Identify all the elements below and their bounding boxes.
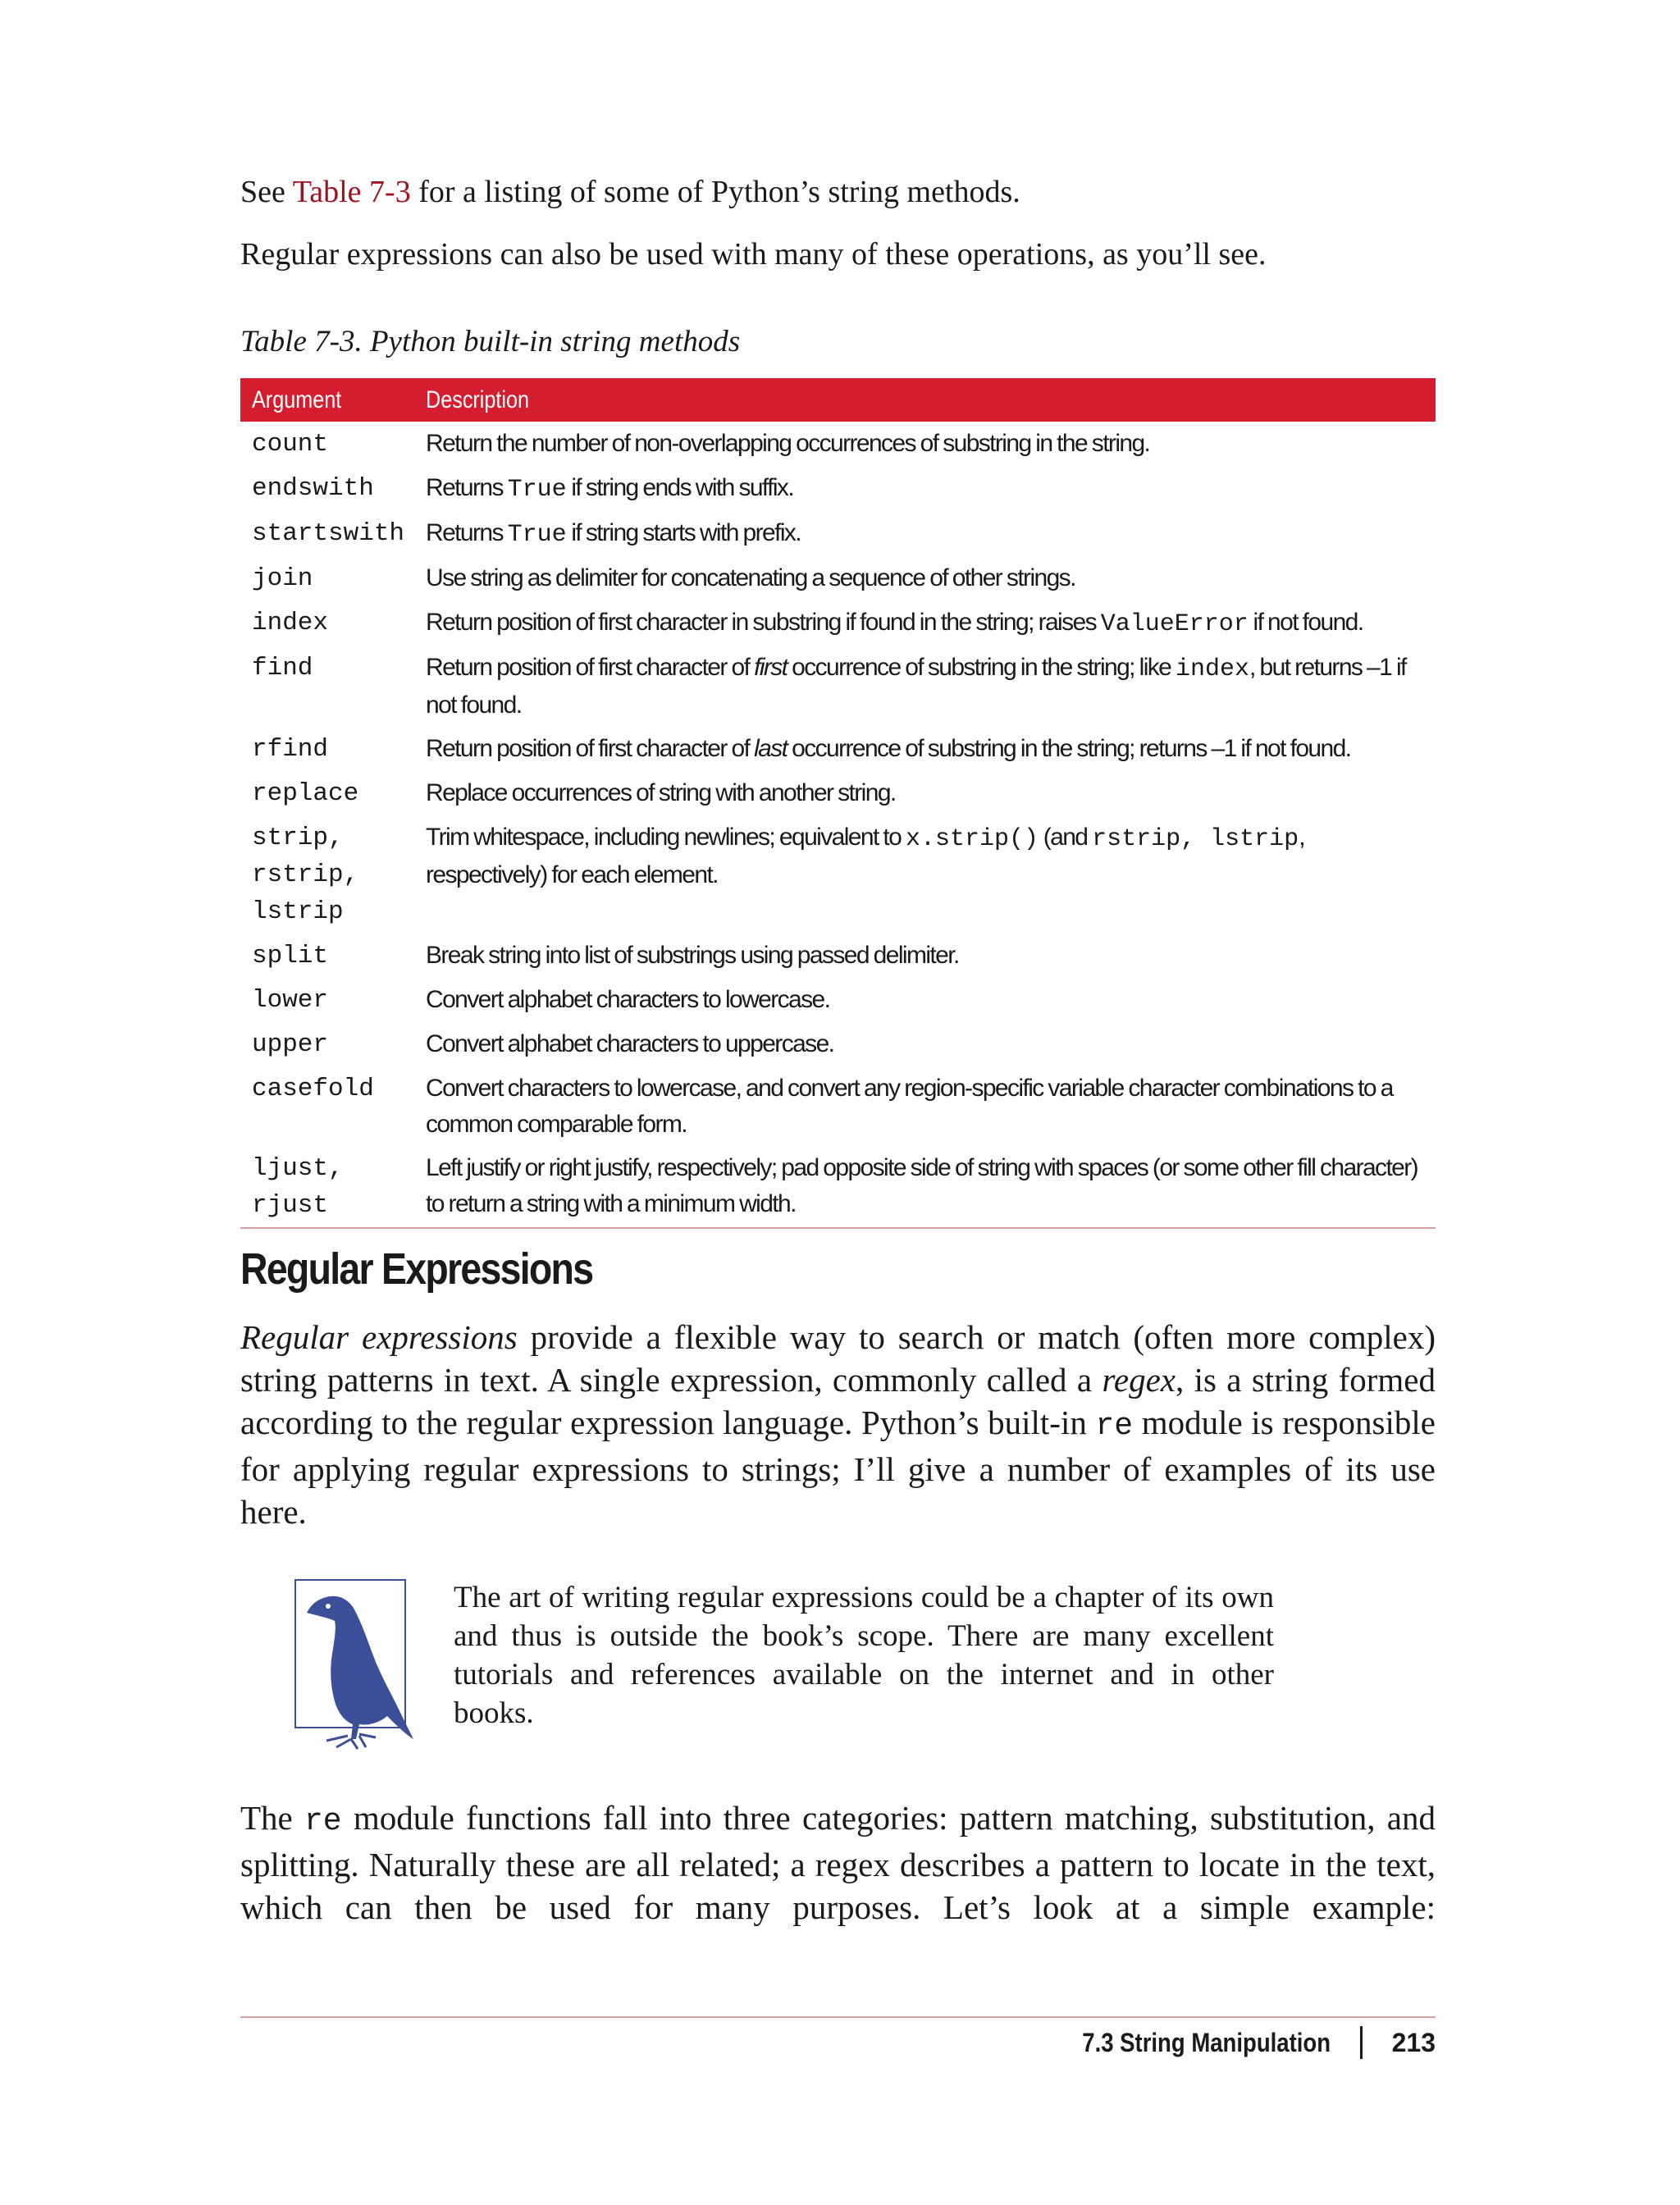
arg-cell: replace [252, 779, 359, 808]
desc-cell: Trim whitespace, including newlines; equivalent to x.strip() (and rstrip, lstrip, respectively) for each element. [426, 824, 1304, 888]
table-header-row [240, 378, 1436, 422]
desc-cell: Return position of first character in substring if found in the string; raises ValueError if not found. [426, 609, 1363, 638]
intro-line-2: Regular expressions can also be used with many of these operations, as you’ll see. [240, 237, 1267, 272]
footer-separator [1360, 2026, 1363, 2059]
arg-cell: find [252, 654, 313, 682]
desc-cell: Use string as delimiter for concatenating a sequence of other strings. [426, 564, 1075, 591]
arg-cell: join [252, 564, 313, 593]
desc-cell: Returns True if string ends with suffix. [426, 474, 794, 504]
arg-cell: split [252, 942, 329, 970]
arg-cell: strip, rstrip, lstrip [252, 824, 359, 926]
arg-cell: startswith [252, 519, 405, 548]
table-row [240, 1022, 1436, 1066]
table-row [240, 1146, 1436, 1228]
table-row [240, 934, 1436, 978]
table-row [240, 600, 1436, 646]
page-footer [1042, 2026, 1436, 2059]
crow-note-icon [294, 1578, 417, 1751]
arg-cell: rfind [252, 735, 329, 764]
arg-cell: upper [252, 1030, 329, 1059]
footer-section-title: 7.3 String Manipulation [1081, 2027, 1331, 2057]
arg-cell: count [252, 430, 329, 459]
arg-cell: endswith [252, 474, 374, 503]
table-row [240, 466, 1436, 511]
desc-cell: Left justify or right justify, respectively; pad opposite side of string with spaces (or some other fill character) to return a string with a minimum width. [426, 1154, 1418, 1217]
arg-cell: lower [252, 986, 329, 1015]
paragraph-regex-intro: Regular expressions provide a flexible way to search or match (often more complex) string patterns in text. A single expression, commonly called a regex, is a string formed according to the regular expression language. Python’s built-in re module is responsible for applying regular expressions to strings; I’ll give a number of examples of its use here. [240, 1318, 1436, 1531]
table-row [240, 422, 1436, 466]
desc-cell: Return position of first character of first occurrence of substring in the string; like index, but returns –1 if not found. [426, 654, 1406, 719]
desc-cell: Returns True if string starts with prefix. [426, 519, 801, 549]
arg-cell: ljust, rjust [252, 1154, 344, 1220]
header-description: Description [426, 378, 1436, 422]
table-row [240, 815, 1436, 934]
note-text: The art of writing regular expressions could be a chapter of its own and thus is outside the book’s scope. There are many excellent tutorials and references available on the internet and in other books. [454, 1581, 1274, 1730]
table-row [240, 978, 1436, 1022]
desc-cell: Replace occurrences of string with another string. [426, 779, 896, 806]
section-heading: Regular Expressions [240, 1244, 593, 1294]
table-row [240, 771, 1436, 815]
header-argument: Argument [240, 378, 426, 422]
page-number: 213 [1391, 2027, 1436, 2057]
table-caption: Table 7-3. Python built-in string methods [240, 325, 741, 358]
paragraph-re-module: The re module functions fall into three categories: pattern matching, substitution, and splitting. Naturally these are all related; a regex describes a pattern to locate in the text, which can then be used for many purposes. Let’s look at a simple example: [240, 1799, 1436, 1926]
arg-cell: index [252, 609, 329, 637]
table-row [240, 511, 1436, 556]
footer-rule [240, 2016, 1436, 2018]
desc-cell: Return position of first character of last occurrence of substring in the string; returns –1 if not found. [426, 735, 1351, 762]
desc-cell: Break string into list of substrings using passed delimiter. [426, 942, 959, 969]
table-row [240, 646, 1436, 727]
string-methods-table [240, 378, 1436, 1229]
arg-cell: casefold [252, 1075, 374, 1103]
intro-line-1 [240, 172, 1436, 212]
desc-cell: Convert alphabet characters to lowercase. [426, 986, 830, 1013]
intro-text-tail: for a listing of some of Python’s string methods. [410, 175, 1020, 209]
desc-cell: Return the number of non-overlapping occurrences of substring in the string. [426, 430, 1150, 457]
table-row [240, 556, 1436, 600]
desc-cell: Convert alphabet characters to uppercase. [426, 1030, 834, 1057]
desc-cell: Convert characters to lowercase, and convert any region-specific variable character combinations to a common comparable form. [426, 1075, 1393, 1138]
table-7-3-link[interactable]: Table 7-3 [292, 175, 411, 209]
table-row [240, 727, 1436, 771]
intro-text: See [240, 175, 293, 209]
table-row [240, 1066, 1436, 1146]
